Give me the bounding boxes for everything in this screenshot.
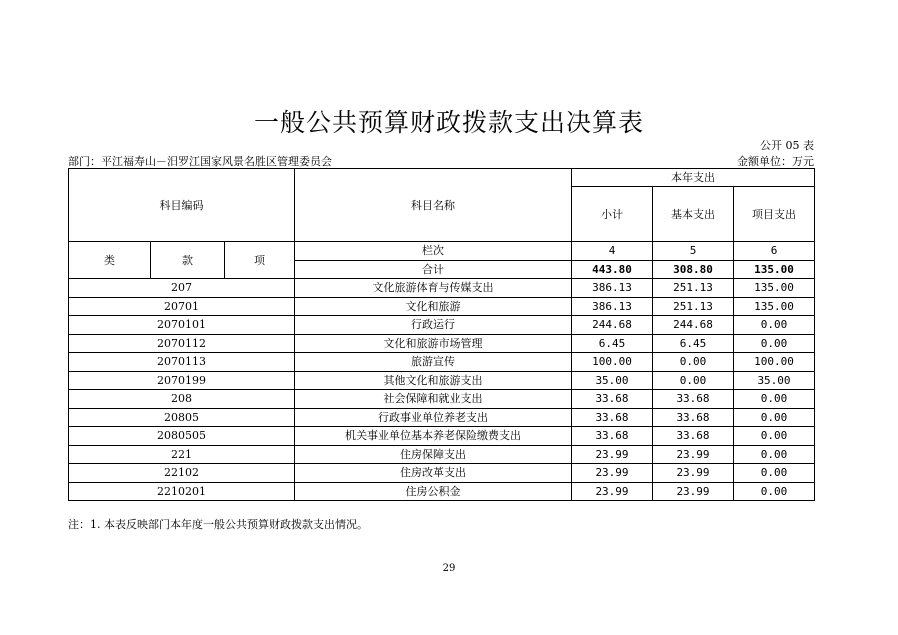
basic-cell: 6.45 (653, 334, 734, 353)
header-subtotal: 小计 (572, 187, 653, 242)
subtotal-cell: 35.00 (572, 371, 653, 390)
column-index-4: 4 (572, 242, 653, 261)
table-row (69, 482, 815, 501)
basic-cell: 23.99 (653, 482, 734, 501)
subtotal-cell: 386.13 (572, 279, 653, 298)
project-cell: 0.00 (734, 408, 815, 427)
project-cell: 0.00 (734, 390, 815, 409)
basic-cell: 33.68 (653, 427, 734, 446)
header-project: 项目支出 (734, 187, 815, 242)
header-name: 科目名称 (295, 169, 572, 242)
subtotal-cell: 244.68 (572, 316, 653, 335)
name-cell: 文化和旅游 (295, 297, 572, 316)
table-row (69, 316, 815, 335)
code-cell: 207 (69, 279, 295, 298)
code-cell: 2210201 (69, 482, 295, 501)
name-cell: 住房改革支出 (295, 464, 572, 483)
subtotal-cell: 33.68 (572, 408, 653, 427)
basic-cell: 0.00 (653, 371, 734, 390)
footnote: 注：1. 本表反映部门本年度一般公共预算财政拨款支出情况。 (68, 518, 368, 531)
code-cell: 221 (69, 445, 295, 464)
header-lei: 类 (69, 242, 151, 279)
basic-cell: 33.68 (653, 390, 734, 409)
project-cell: 135.00 (734, 297, 815, 316)
basic-cell: 0.00 (653, 353, 734, 372)
column-index-5: 5 (653, 242, 734, 261)
total-basic: 308.80 (653, 260, 734, 279)
basic-cell: 251.13 (653, 297, 734, 316)
project-cell: 35.00 (734, 371, 815, 390)
basic-cell: 23.99 (653, 464, 734, 483)
code-cell: 2070199 (69, 371, 295, 390)
code-cell: 20701 (69, 297, 295, 316)
table-row (69, 464, 815, 483)
column-index-row (69, 242, 815, 261)
subtotal-cell: 386.13 (572, 297, 653, 316)
table-row (69, 390, 815, 409)
table-row (69, 279, 815, 298)
table-row (69, 427, 815, 446)
column-index-label: 栏次 (295, 242, 572, 261)
department-label: 部门：平江福寿山－汨罗江国家风景名胜区管理委员会 (68, 155, 332, 168)
basic-cell: 244.68 (653, 316, 734, 335)
subtotal-cell: 23.99 (572, 445, 653, 464)
header-basic: 基本支出 (653, 187, 734, 242)
header-kuan: 款 (151, 242, 225, 279)
header-row-1 (69, 169, 815, 187)
table-row (69, 371, 815, 390)
form-number: 公开 05 表 (760, 139, 814, 152)
subtotal-cell: 33.68 (572, 427, 653, 446)
header-year-expense: 本年支出 (572, 169, 815, 187)
total-label: 合计 (295, 260, 572, 279)
code-cell: 2070112 (69, 334, 295, 353)
name-cell: 文化和旅游市场管理 (295, 334, 572, 353)
basic-cell: 23.99 (653, 445, 734, 464)
code-cell: 20805 (69, 408, 295, 427)
name-cell: 住房保障支出 (295, 445, 572, 464)
subtotal-cell: 33.68 (572, 390, 653, 409)
name-cell: 住房公积金 (295, 482, 572, 501)
code-cell: 2070113 (69, 353, 295, 372)
header-xiang: 项 (225, 242, 295, 279)
name-cell: 社会保障和就业支出 (295, 390, 572, 409)
name-cell: 旅游宣传 (295, 353, 572, 372)
total-project: 135.00 (734, 260, 815, 279)
page-title: 一般公共预算财政拨款支出决算表 (253, 108, 644, 137)
project-cell: 0.00 (734, 445, 815, 464)
subtotal-cell: 23.99 (572, 482, 653, 501)
project-cell: 0.00 (734, 334, 815, 353)
expense-table (68, 168, 815, 501)
project-cell: 0.00 (734, 427, 815, 446)
code-cell: 2080505 (69, 427, 295, 446)
name-cell: 行政运行 (295, 316, 572, 335)
total-subtotal: 443.80 (572, 260, 653, 279)
project-cell: 135.00 (734, 279, 815, 298)
page-number: 29 (442, 563, 456, 574)
name-cell: 文化旅游体育与传媒支出 (295, 279, 572, 298)
project-cell: 0.00 (734, 482, 815, 501)
subtotal-cell: 100.00 (572, 353, 653, 372)
column-index-6: 6 (734, 242, 815, 261)
subtotal-cell: 23.99 (572, 464, 653, 483)
table-row (69, 297, 815, 316)
table-row (69, 445, 815, 464)
name-cell: 机关事业单位基本养老保险缴费支出 (295, 427, 572, 446)
amount-unit-label: 金额单位：万元 (737, 155, 814, 168)
name-cell: 其他文化和旅游支出 (295, 371, 572, 390)
basic-cell: 33.68 (653, 408, 734, 427)
project-cell: 0.00 (734, 316, 815, 335)
header-code: 科目编码 (69, 169, 295, 242)
name-cell: 行政事业单位养老支出 (295, 408, 572, 427)
project-cell: 100.00 (734, 353, 815, 372)
table-row (69, 334, 815, 353)
subtotal-cell: 6.45 (572, 334, 653, 353)
basic-cell: 251.13 (653, 279, 734, 298)
code-cell: 208 (69, 390, 295, 409)
code-cell: 22102 (69, 464, 295, 483)
project-cell: 0.00 (734, 464, 815, 483)
table-row (69, 353, 815, 372)
table-row (69, 408, 815, 427)
code-cell: 2070101 (69, 316, 295, 335)
